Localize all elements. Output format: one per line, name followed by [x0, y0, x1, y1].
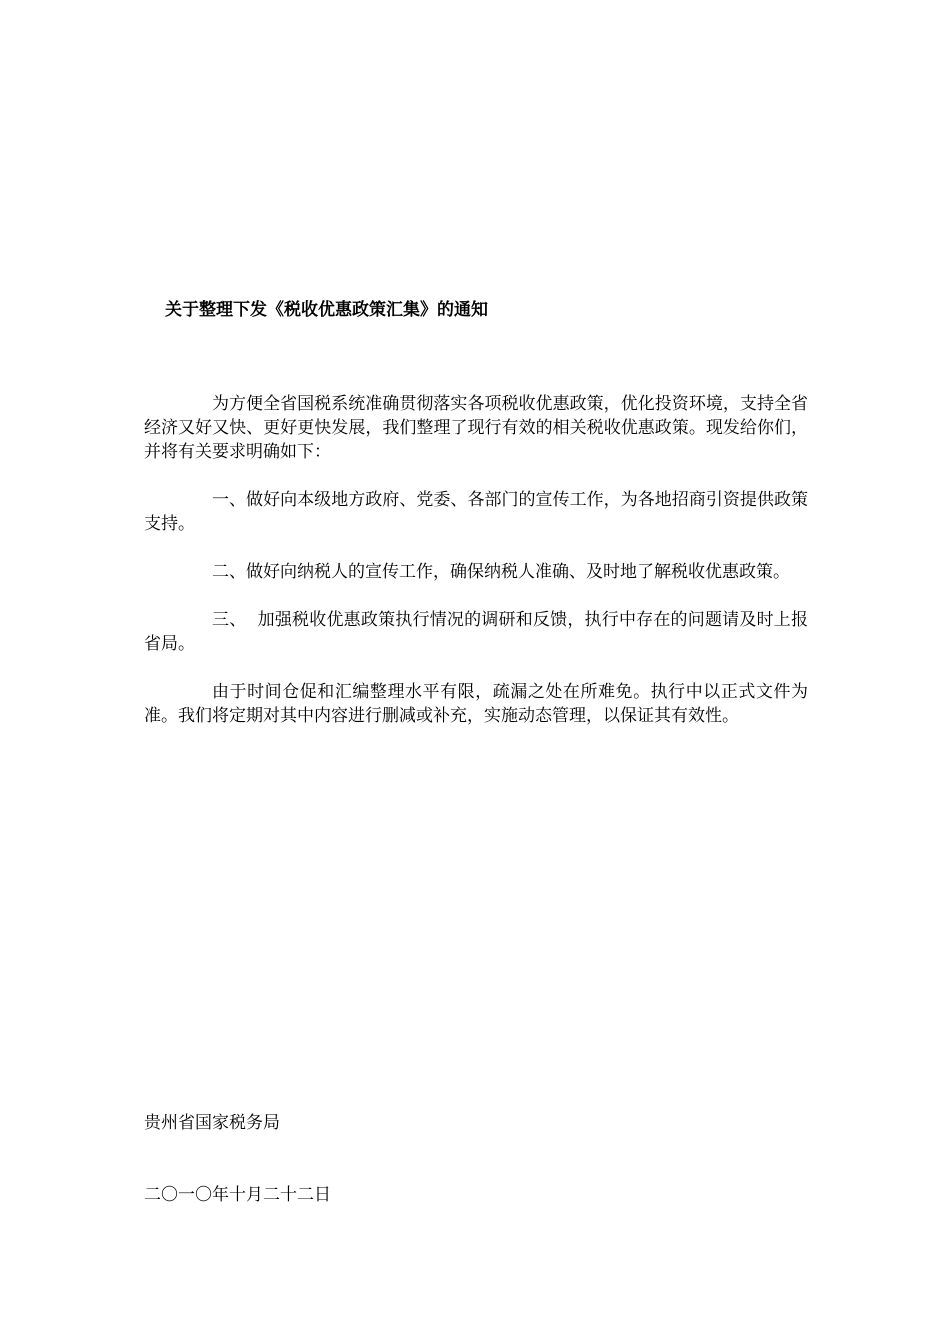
- issuing-authority: 贵州省国家税务局: [144, 1113, 280, 1133]
- document-title: 关于整理下发《税收优惠政策汇集》的通知: [165, 300, 488, 320]
- requirement-three-paragraph: 三、 加强税收优惠政策执行情况的调研和反馈，执行中存在的问题请及时上报省局。: [144, 610, 808, 654]
- intro-paragraph: 为方便全省国税系统准确贯彻落实各项税收优惠政策，优化投资环境，支持全省经济又好又快、更好更快发展，我们整理了现行有效的相关税收优惠政策。现发给你们，并将有关要求明确如下：: [144, 394, 808, 462]
- requirement-one-paragraph: 一、做好向本级地方政府、党委、各部门的宣传工作，为各地招商引资提供政策支持。: [144, 490, 808, 534]
- requirement-two-paragraph: 二、做好向纳税人的宣传工作，确保纳税人准确、及时地了解税收优惠政策。: [212, 562, 790, 582]
- closing-paragraph: 由于时间仓促和汇编整理水平有限，疏漏之处在所难免。执行中以正式文件为准。我们将定期对其中内容进行删减或补充，实施动态管理，以保证其有效性。: [144, 682, 808, 726]
- document-body: [144, 392, 808, 728]
- issue-date: 二〇一〇年十月二十二日: [144, 1185, 331, 1205]
